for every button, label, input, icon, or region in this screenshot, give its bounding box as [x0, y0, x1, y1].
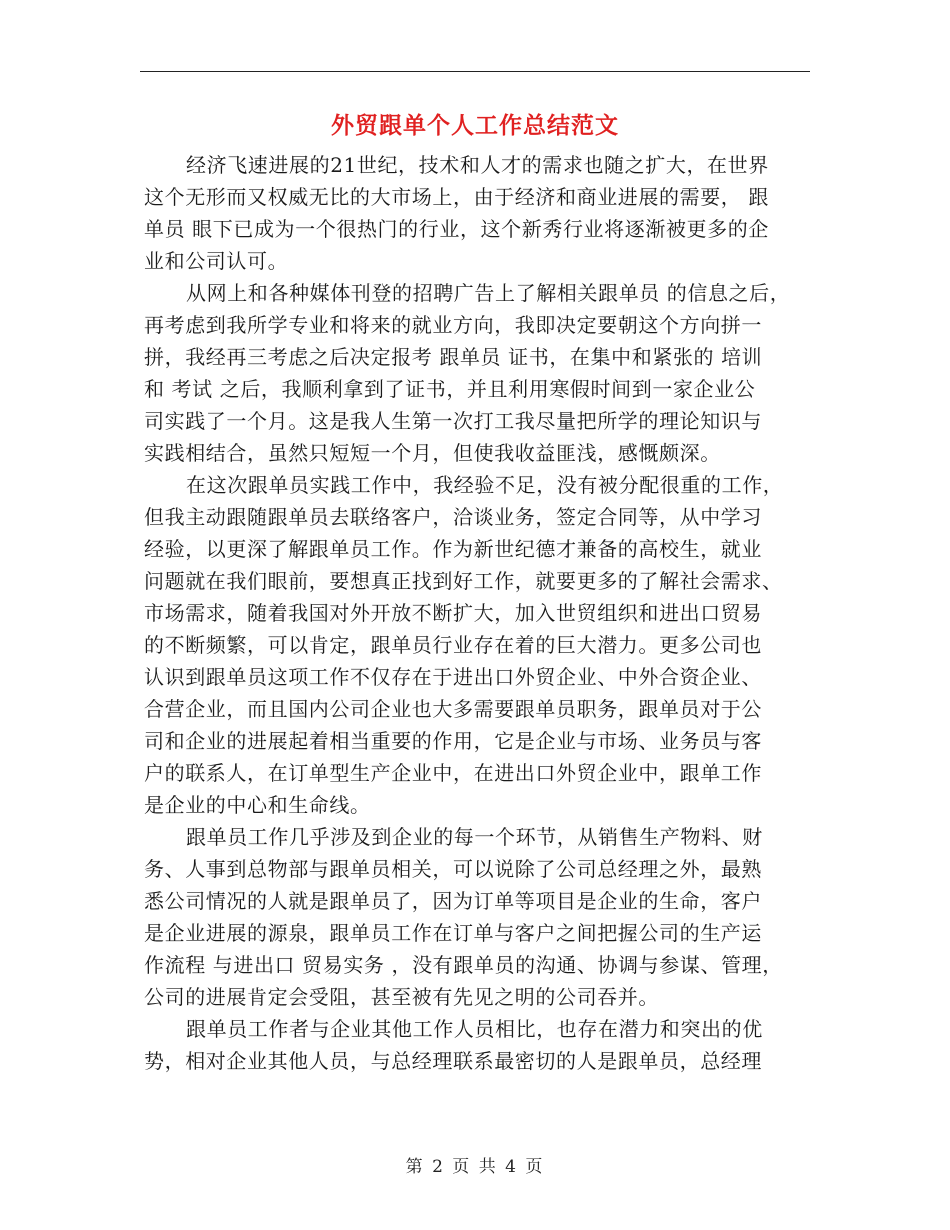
paragraph — [144, 1013, 816, 1077]
text-line: 和 考试 之后，我顺利拿到了证书，并且利用寒假时间到一家企业公 — [144, 377, 756, 401]
text-line: 市场需求，随着我国对外开放不断扩大，加入世贸组织和进出口贸易 — [144, 601, 762, 625]
text-line: 作流程 与进出口 贸易实务 ，没有跟单员的沟通、协调与参谋、管理， — [144, 953, 783, 977]
text-line: 司和企业的进展起着相当重要的作用，它是企业与市场、业务员与客 — [144, 729, 762, 753]
text-line: 势，相对企业其他人员，与总经理联系最密切的人是跟单员，总经理 — [144, 1049, 762, 1073]
text-line: 跟单员工作者与企业其他工作人员相比，也存在潜力和突出的优 — [186, 1017, 763, 1041]
text-line: 司实践了一个月。这是我人生第一次打工我尽量把所学的理论知识与 — [144, 409, 762, 433]
text-line: 单员 眼下已成为一个很热门的行业，这个新秀行业将逐渐被更多的企 — [144, 217, 769, 241]
text-line: 问题就在我们眼前，要想真正找到好工作，就要更多的了解社会需求、 — [144, 569, 783, 593]
text-line: 从网上和各种媒体刊登的招聘广告上了解相关跟单员 的信息之后， — [186, 281, 791, 305]
paragraph — [144, 469, 816, 821]
header-rule — [140, 71, 810, 72]
text-line: 经济飞速进展的21世纪，技术和人才的需求也随之扩大，在世界 — [186, 153, 769, 177]
paragraph — [144, 277, 816, 469]
text-line: 是企业的中心和生命线。 — [144, 793, 371, 817]
text-line: 公司的进展肯定会受阻，甚至被有先见之明的公司吞并。 — [144, 985, 659, 1009]
text-line: 户的联系人，在订单型生产企业中，在进出口外贸企业中，跟单工作 — [144, 761, 762, 785]
text-line: 实践相结合，虽然只短短一个月，但使我收益匪浅，感慨颇深。 — [144, 441, 721, 465]
text-line: 跟单员工作几乎涉及到企业的每一个环节，从销售生产物料、财 — [186, 825, 763, 849]
text-line: 拼，我经再三考虑之后决定报考 跟单员 证书，在集中和紧张的 培训 — [144, 345, 763, 369]
paragraph — [144, 149, 816, 277]
text-line: 这个无形而又权威无比的大市场上，由于经济和商业进展的需要， 跟 — [144, 185, 769, 209]
document-title: 外贸跟单个人工作总结范文 — [331, 112, 619, 139]
document-body — [144, 149, 816, 1077]
text-line: 再考虑到我所学专业和将来的就业方向，我即决定要朝这个方向拼一 — [144, 313, 762, 337]
paragraph — [144, 821, 816, 1013]
text-line: 经验，以更深了解跟单员工作。作为新世纪德才兼备的高校生，就业 — [144, 537, 762, 561]
text-line: 业和公司认可。 — [144, 249, 289, 273]
text-line: 但我主动跟随跟单员去联络客户，洽谈业务，签定合同等，从中学习 — [144, 505, 762, 529]
text-line: 是企业进展的源泉，跟单员工作在订单与客户之间把握公司的生产运 — [144, 921, 762, 945]
text-line: 认识到跟单员这项工作不仅存在于进出口外贸企业、中外合资企业、 — [144, 665, 762, 689]
text-line: 在这次跟单员实践工作中，我经验不足，没有被分配很重的工作， — [186, 473, 784, 497]
text-line: 的不断频繁，可以肯定，跟单员行业存在着的巨大潜力。更多公司也 — [144, 633, 762, 657]
text-line: 合营企业，而且国内公司企业也大多需要跟单员职务，跟单员对于公 — [144, 697, 762, 721]
text-line: 悉公司情况的人就是跟单员了，因为订单等项目是企业的生命，客户 — [144, 889, 762, 913]
page-footer: 第 2 页 共 4 页 — [405, 1157, 545, 1177]
text-line: 务、人事到总物部与跟单员相关，可以说除了公司总经理之外，最熟 — [144, 857, 762, 881]
